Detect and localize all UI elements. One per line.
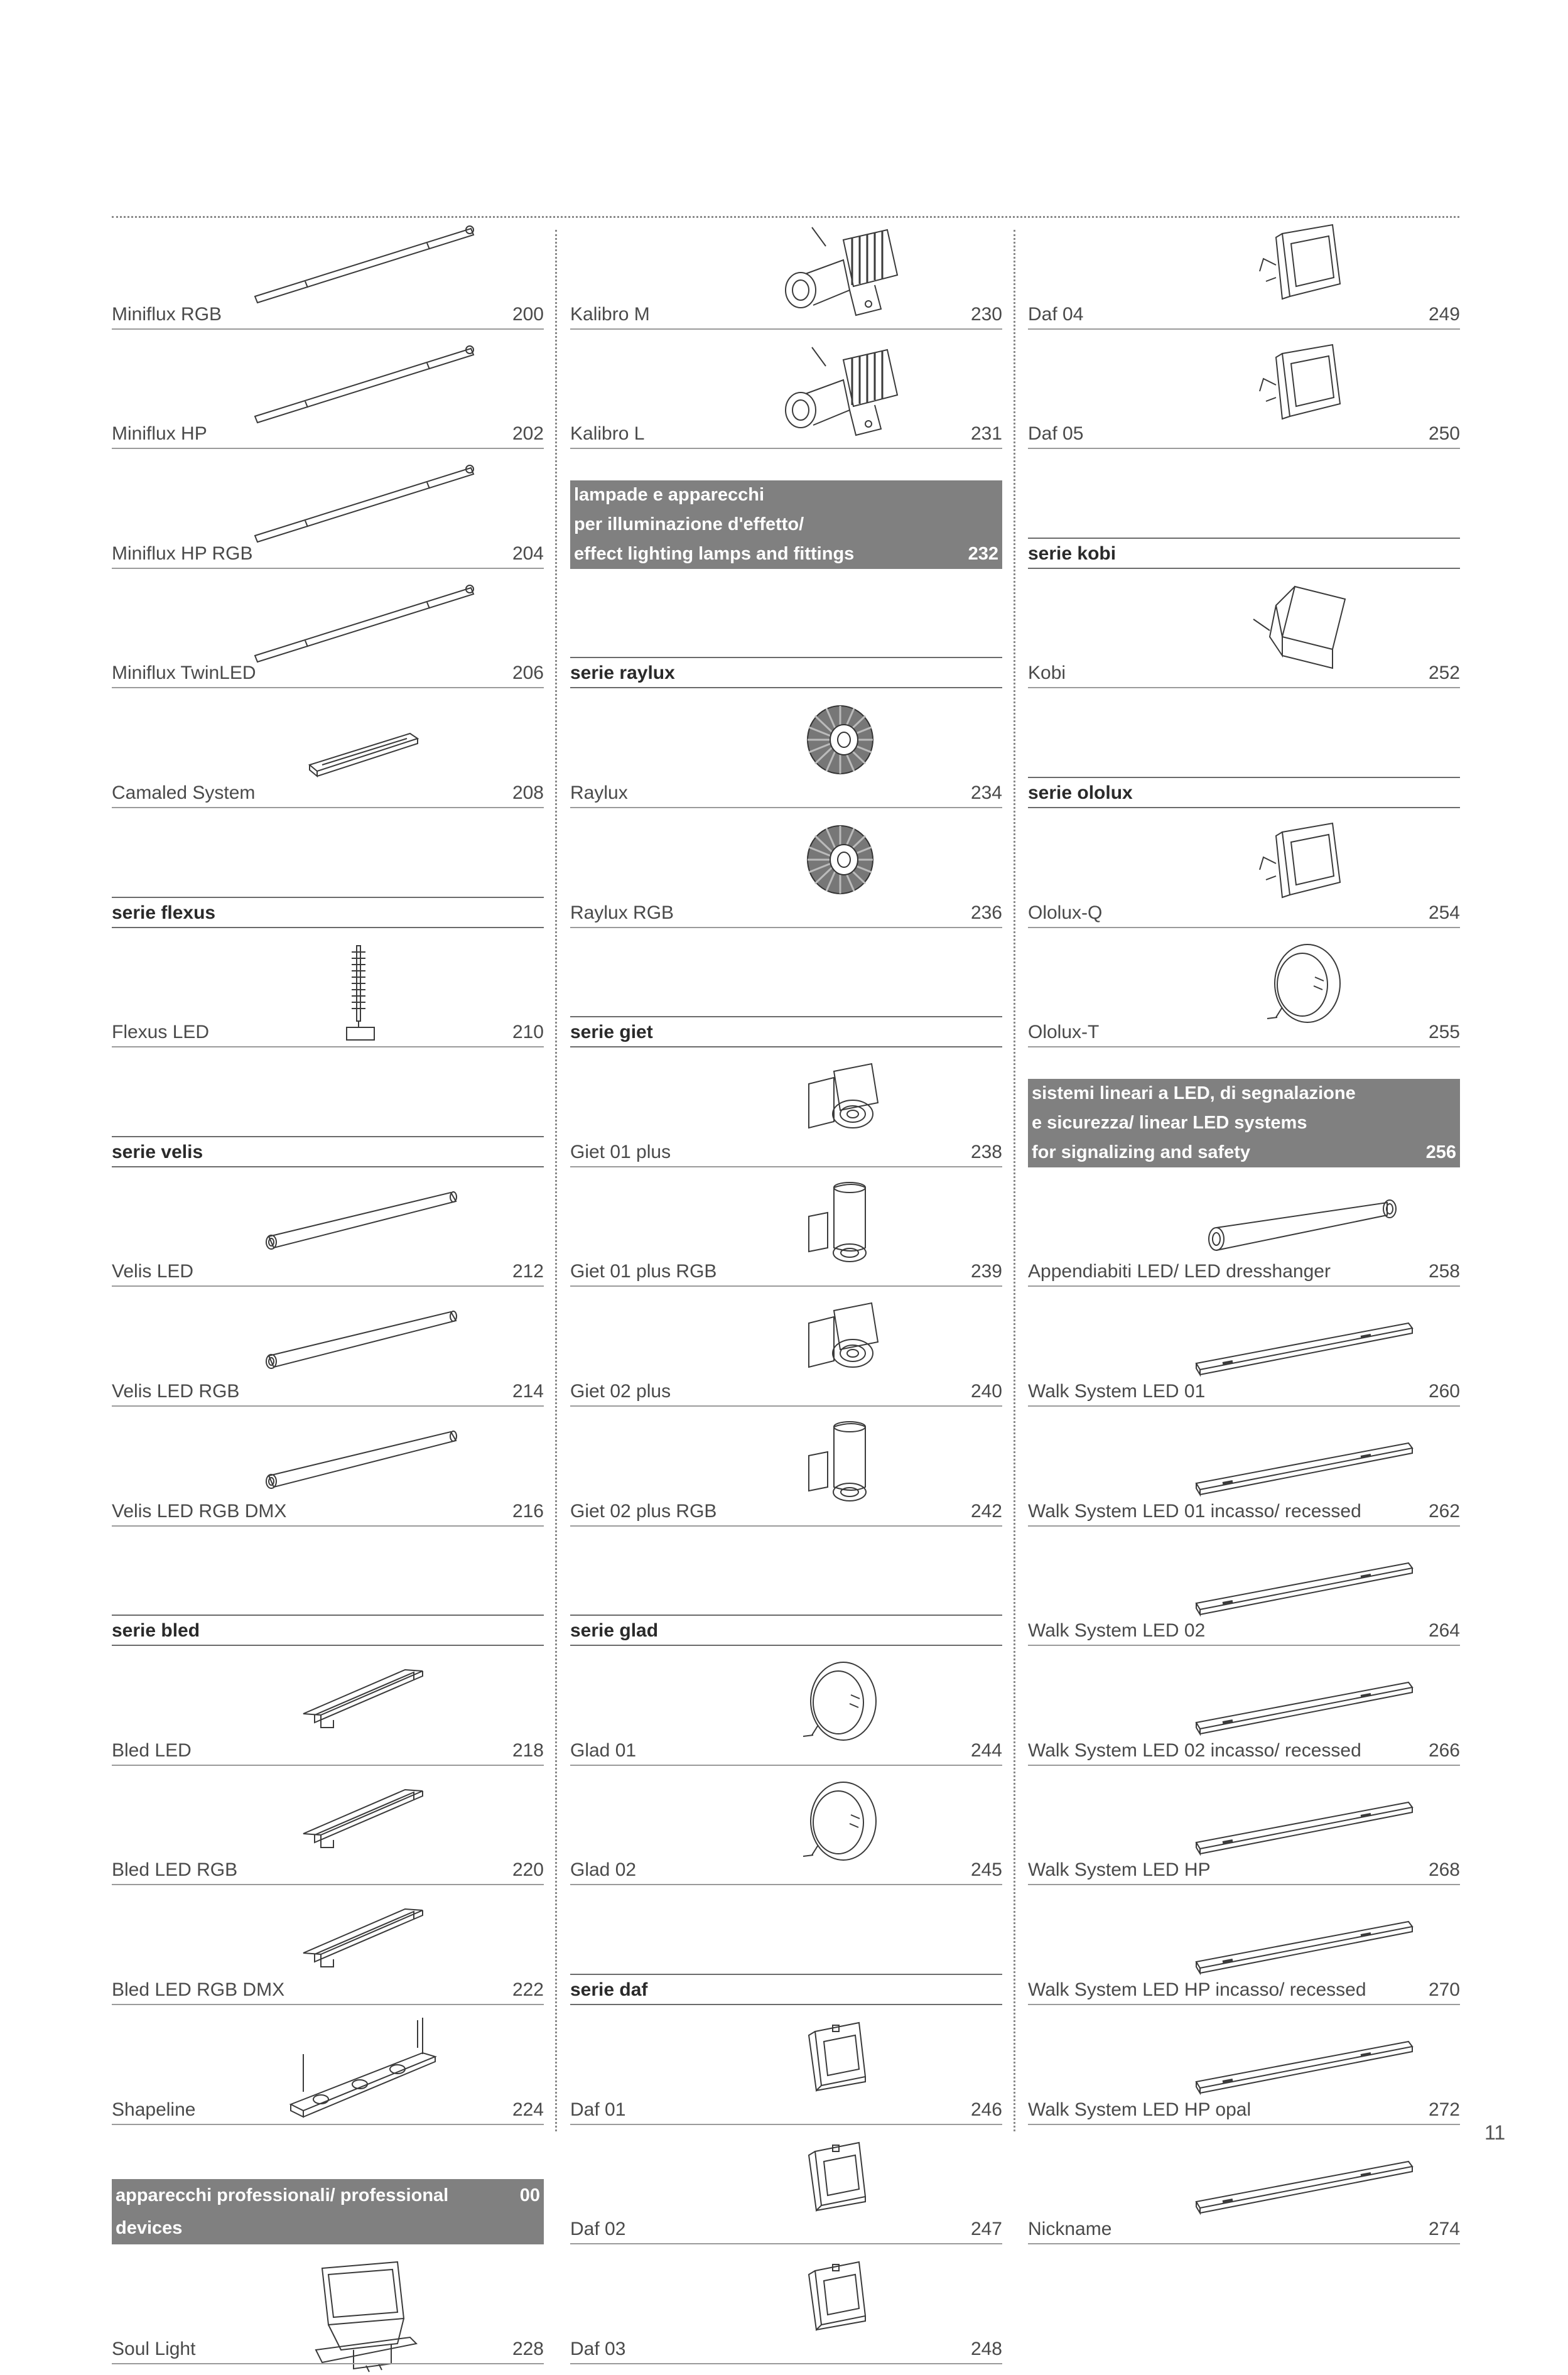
product-row-miniflux-rgb[interactable] — [112, 303, 544, 330]
series-block — [570, 578, 1002, 698]
product-name: Glad 01 — [570, 1739, 637, 1761]
product-row-glad-01[interactable] — [570, 1739, 1002, 1766]
section-title-line: lampade e apparecchi — [574, 484, 765, 505]
top-dotted-rule — [112, 216, 1459, 218]
section-title-line: apparecchi professionali/ professional devices — [116, 2185, 449, 2239]
catalog-entry — [1028, 578, 1460, 698]
catalog-entry — [1028, 2014, 1460, 2134]
led-strip-icon — [250, 460, 476, 542]
wall-tube-spot-icon — [803, 1179, 878, 1273]
catalog-entry — [570, 219, 1002, 338]
walk-profile-icon — [1191, 1918, 1417, 1974]
catalog-column-2 — [570, 219, 1002, 2373]
catalog-entry — [570, 1775, 1002, 1895]
page-reference: 239 — [970, 1261, 1002, 1282]
product-row-camaled-system[interactable] — [112, 782, 544, 808]
product-name: Daf 05 — [1028, 423, 1084, 445]
section-title-row — [116, 2179, 540, 2244]
catalog-entry — [1028, 1655, 1460, 1775]
section-banner[interactable] — [112, 2179, 544, 2244]
heatsink-lamp-icon — [803, 822, 878, 897]
catalog-column-1 — [112, 219, 544, 2373]
section-banner[interactable] — [1028, 1079, 1460, 1167]
product-row-glad-02[interactable] — [570, 1859, 1002, 1885]
product-name: Bled LED RGB — [112, 1859, 238, 1881]
series-heading-serie-raylux[interactable]: serie raylux — [570, 657, 1002, 688]
walk-profile-icon — [1191, 1319, 1417, 1376]
product-row-daf-03[interactable] — [570, 2338, 1002, 2364]
catalog-entry — [112, 1296, 544, 1415]
product-row-walk-system-led-01[interactable] — [1028, 1380, 1460, 1407]
recessed-channel-icon — [297, 1777, 429, 1865]
product-name: Appendiabiti LED/ LED dresshanger — [1028, 1261, 1331, 1282]
series-heading-serie-velis[interactable]: serie velis — [112, 1136, 544, 1167]
product-name: Camaled System — [112, 782, 256, 803]
product-name: Kalibro L — [570, 423, 645, 445]
page-number: 11 — [1484, 2121, 1506, 2144]
page-reference: 234 — [970, 782, 1002, 803]
catalog-entry — [1028, 1775, 1460, 1895]
product-row-ololux-t[interactable] — [1028, 1021, 1460, 1047]
page-reference: 260 — [1428, 1380, 1460, 1402]
tube-icon — [262, 1188, 463, 1257]
product-row-daf-02[interactable] — [570, 2218, 1002, 2244]
wall-spot-icon — [796, 1059, 884, 1140]
recessed-box-icon — [803, 2256, 878, 2344]
product-name: Walk System LED 02 incasso/ recessed — [1028, 1739, 1361, 1761]
product-row-walk-system-led-hp[interactable] — [1028, 1859, 1460, 1885]
series-heading-serie-bled[interactable]: serie bled — [112, 1615, 544, 1646]
page-reference: 255 — [1428, 1022, 1460, 1043]
square-wall-light-icon — [1257, 221, 1351, 309]
product-name: Shapeline — [112, 2099, 196, 2120]
series-block — [112, 1535, 544, 1655]
product-row-kalibro-l[interactable] — [570, 423, 1002, 449]
page-reference: 244 — [970, 1739, 1002, 1761]
product-row-ololux-q[interactable] — [1028, 902, 1460, 928]
page-reference: 250 — [1428, 423, 1460, 445]
catalog-entry — [112, 219, 544, 338]
page-reference: 212 — [512, 1261, 544, 1282]
catalog-entry — [112, 1176, 544, 1296]
catalog-entry — [112, 1655, 544, 1775]
page-reference: 245 — [970, 1859, 1002, 1881]
led-strip-icon — [250, 341, 476, 423]
catalog-column-3 — [1028, 219, 1460, 2253]
product-row-walk-system-led-02[interactable] — [1028, 1620, 1460, 1646]
page-reference: 206 — [512, 663, 544, 684]
catalog-entry — [1028, 937, 1460, 1057]
page-reference: 231 — [970, 423, 1002, 445]
product-row-velis-led[interactable] — [112, 1260, 544, 1287]
square-wall-light-icon — [1257, 341, 1351, 429]
recessed-channel-icon — [297, 1657, 429, 1745]
walk-profile-icon — [1191, 1439, 1417, 1496]
section-page-reference: 232 — [968, 543, 998, 564]
series-block — [1028, 458, 1460, 578]
series-block — [570, 937, 1002, 1057]
product-name: Walk System LED 01 incasso/ recessed — [1028, 1500, 1361, 1522]
recessed-channel-icon — [297, 1896, 429, 1984]
page-reference: 252 — [1428, 663, 1460, 684]
section-block — [1028, 1056, 1460, 1176]
section-title-line: sistemi lineari a LED, di segnalazione — [1032, 1083, 1356, 1103]
page-reference: 262 — [1428, 1500, 1460, 1522]
walk-profile-icon — [1191, 1799, 1417, 1855]
page-reference: 258 — [1428, 1261, 1460, 1282]
product-name: Daf 01 — [570, 2099, 626, 2120]
heatsink-lamp-icon — [803, 702, 878, 777]
series-heading-serie-flexus[interactable]: serie flexus — [112, 897, 544, 928]
catalog-entry — [1028, 1176, 1460, 1296]
profile-bar-icon — [303, 708, 423, 777]
series-block — [112, 1056, 544, 1176]
section-title-row — [574, 539, 998, 569]
product-row-bled-led-rgb[interactable] — [112, 1859, 544, 1885]
product-row-flexus-led[interactable] — [112, 1021, 544, 1047]
page-reference: 274 — [1428, 2219, 1460, 2240]
cube-light-icon — [1251, 580, 1358, 674]
column-separator — [1014, 230, 1015, 2131]
product-row-walk-system-led-01-incasso-recessed[interactable] — [1028, 1500, 1460, 1527]
product-row-appendiabiti-led-led-dresshanger[interactable] — [1028, 1260, 1460, 1287]
product-name: Walk System LED 01 — [1028, 1380, 1206, 1402]
product-row-kobi[interactable] — [1028, 662, 1460, 688]
hanger-rod-icon — [1204, 1194, 1405, 1257]
product-name: Daf 03 — [570, 2338, 626, 2359]
column-separator — [555, 230, 557, 2131]
product-name: Kobi — [1028, 663, 1066, 684]
product-name: Kalibro M — [570, 303, 650, 325]
catalog-entry — [112, 338, 544, 458]
catalog-entry — [112, 1415, 544, 1535]
catalog-entry — [112, 2014, 544, 2134]
product-row-nickname[interactable] — [1028, 2218, 1460, 2244]
product-name: Walk System LED HP opal — [1028, 2099, 1252, 2120]
product-name: Miniflux RGB — [112, 303, 222, 325]
section-title-line: for signalizing and safety — [1032, 1142, 1251, 1162]
section-page-reference: 256 — [1425, 1142, 1456, 1162]
page-reference: 222 — [512, 1979, 544, 2000]
page-reference: 218 — [512, 1739, 544, 1761]
page-reference: 200 — [512, 303, 544, 325]
page-reference: 247 — [970, 2219, 1002, 2240]
catalog-entry — [1028, 219, 1460, 338]
product-row-walk-system-led-hp-opal[interactable] — [1028, 2099, 1460, 2125]
section-title-line: effect lighting lamps and fittings — [574, 543, 855, 564]
product-row-raylux[interactable] — [570, 782, 1002, 808]
product-name: Walk System LED 02 — [1028, 1620, 1206, 1642]
product-row-giet-02-plus-rgb[interactable] — [570, 1500, 1002, 1527]
series-block — [570, 1894, 1002, 2014]
product-row-walk-system-led-hp-incasso-recessed[interactable] — [1028, 1979, 1460, 2005]
product-name: Raylux — [570, 782, 628, 803]
product-name: Miniflux HP — [112, 423, 207, 445]
page-reference: 264 — [1428, 1620, 1460, 1642]
product-name: Bled LED — [112, 1739, 192, 1761]
page-reference: 268 — [1428, 1859, 1460, 1881]
product-row-daf-05[interactable] — [1028, 423, 1460, 449]
round-wall-light-icon — [799, 1657, 881, 1745]
series-heading-serie-glad[interactable]: serie glad — [570, 1615, 1002, 1646]
catalog-entry — [1028, 817, 1460, 937]
section-title-line: per illuminazione d'effetto/ — [574, 514, 804, 534]
section-banner[interactable] — [570, 480, 1002, 569]
tube-icon — [262, 1427, 463, 1496]
catalog-entry — [1028, 1415, 1460, 1535]
catalog-entry — [570, 817, 1002, 937]
product-name: Giet 01 plus RGB — [570, 1261, 717, 1282]
series-block — [570, 1535, 1002, 1655]
page-reference: 208 — [512, 782, 544, 803]
series-block — [1028, 697, 1460, 817]
product-name: Miniflux HP RGB — [112, 543, 253, 564]
page-reference: 270 — [1428, 1979, 1460, 2000]
square-wall-light-icon — [1257, 820, 1351, 907]
product-name: Flexus LED — [112, 1022, 210, 1043]
product-row-giet-01-plus[interactable] — [570, 1141, 1002, 1167]
round-wall-light-icon — [799, 1777, 881, 1865]
product-name: Velis LED — [112, 1261, 194, 1282]
recessed-box-icon — [803, 2016, 878, 2104]
product-row-bled-led-rgb-dmx[interactable] — [112, 1979, 544, 2005]
product-name: Walk System LED HP incasso/ recessed — [1028, 1979, 1366, 2000]
section-block — [570, 458, 1002, 578]
product-name: Velis LED RGB — [112, 1380, 240, 1402]
recessed-box-icon — [803, 2136, 878, 2224]
product-row-giet-02-plus[interactable] — [570, 1380, 1002, 1407]
led-strip-icon — [250, 221, 476, 303]
catalog-entry — [1028, 1535, 1460, 1655]
section-title-row — [1032, 1138, 1456, 1167]
page-reference: 240 — [970, 1380, 1002, 1402]
page-reference: 230 — [970, 303, 1002, 325]
product-row-kalibro-m[interactable] — [570, 303, 1002, 330]
product-name: Giet 02 plus RGB — [570, 1500, 717, 1522]
page-reference: 238 — [970, 1141, 1002, 1162]
catalog-entry — [1028, 2134, 1460, 2254]
page-reference: 224 — [512, 2099, 544, 2120]
catalog-entry — [112, 458, 544, 578]
catalog-entry — [112, 578, 544, 698]
page-reference: 204 — [512, 543, 544, 564]
page-reference: 228 — [512, 2338, 544, 2359]
catalog-entry — [570, 1296, 1002, 1415]
product-name: Daf 04 — [1028, 303, 1084, 325]
product-name: Velis LED RGB DMX — [112, 1500, 287, 1522]
catalog-entry — [112, 1894, 544, 2014]
series-heading-serie-kobi[interactable]: serie kobi — [1028, 538, 1460, 569]
walk-profile-icon — [1191, 2038, 1417, 2094]
catalog-entry — [570, 1056, 1002, 1176]
catalog-entry — [112, 1775, 544, 1895]
product-row-raylux-rgb[interactable] — [570, 902, 1002, 928]
product-name: Ololux-Q — [1028, 902, 1103, 923]
series-heading-serie-ololux[interactable]: serie ololux — [1028, 777, 1460, 808]
page-reference: 220 — [512, 1859, 544, 1881]
product-row-miniflux-twinled[interactable] — [112, 662, 544, 688]
page-reference: 242 — [970, 1500, 1002, 1522]
catalog-entry — [570, 1655, 1002, 1775]
page-reference: 246 — [970, 2099, 1002, 2120]
catalog-entry — [112, 937, 544, 1057]
product-row-shapeline[interactable] — [112, 2099, 544, 2125]
section-page-reference: 00 — [519, 2185, 540, 2206]
walk-profile-icon — [1191, 2158, 1417, 2214]
product-name: Soul Light — [112, 2338, 196, 2359]
catalog-entry — [1028, 338, 1460, 458]
catalog-entry — [1028, 1296, 1460, 1415]
product-row-giet-01-plus-rgb[interactable] — [570, 1260, 1002, 1287]
catalog-entry — [112, 697, 544, 817]
page-reference: 202 — [512, 423, 544, 445]
series-heading-serie-daf[interactable]: serie daf — [570, 1974, 1002, 2005]
page-reference: 249 — [1428, 303, 1460, 325]
catalog-entry — [570, 697, 1002, 817]
catalog-entry — [1028, 1894, 1460, 2014]
page-reference: 266 — [1428, 1739, 1460, 1761]
product-row-daf-04[interactable] — [1028, 303, 1460, 330]
walk-profile-icon — [1191, 1679, 1417, 1735]
catalog-entry — [570, 2014, 1002, 2134]
section-title-line: e sicurezza/ linear LED systems — [1032, 1112, 1307, 1133]
product-row-walk-system-led-02-incasso-recessed[interactable] — [1028, 1739, 1460, 1766]
series-heading-serie-giet[interactable]: serie giet — [570, 1016, 1002, 1047]
page-reference: 214 — [512, 1380, 544, 1402]
wall-spot-icon — [796, 1298, 884, 1380]
section-block — [112, 2134, 544, 2254]
led-strip-icon — [250, 580, 476, 662]
product-name: Nickname — [1028, 2219, 1112, 2240]
round-wall-light-icon — [1263, 939, 1345, 1027]
series-block — [112, 817, 544, 937]
catalog-entry — [570, 2134, 1002, 2254]
product-name: Giet 01 plus — [570, 1141, 671, 1162]
page-reference: 210 — [512, 1022, 544, 1043]
product-name: Walk System LED HP — [1028, 1859, 1211, 1881]
catalog-entry — [570, 338, 1002, 458]
page-reference: 248 — [970, 2338, 1002, 2359]
product-name: Miniflux TwinLED — [112, 663, 256, 684]
page-reference: 254 — [1428, 902, 1460, 923]
product-name: Raylux RGB — [570, 902, 674, 923]
catalog-entry — [570, 1415, 1002, 1535]
product-name: Glad 02 — [570, 1859, 637, 1881]
product-row-velis-led-rgb[interactable] — [112, 1380, 544, 1407]
product-name: Daf 02 — [570, 2219, 626, 2240]
tube-icon — [262, 1307, 463, 1376]
product-name: Ololux-T — [1028, 1022, 1100, 1043]
page-reference: 216 — [512, 1500, 544, 1522]
product-row-soul-light[interactable] — [112, 2338, 544, 2364]
product-row-daf-01[interactable] — [570, 2099, 1002, 2125]
product-row-miniflux-hp-rgb[interactable] — [112, 543, 544, 569]
catalog-entry — [112, 2253, 544, 2373]
walk-profile-icon — [1191, 1559, 1417, 1616]
product-row-velis-led-rgb-dmx[interactable] — [112, 1500, 544, 1527]
product-row-miniflux-hp[interactable] — [112, 423, 544, 449]
page-reference: 236 — [970, 902, 1002, 923]
product-name: Bled LED RGB DMX — [112, 1979, 285, 2000]
wall-tube-spot-icon — [803, 1418, 878, 1512]
catalog-entry — [570, 2253, 1002, 2373]
page-reference: 272 — [1428, 2099, 1460, 2120]
product-name: Giet 02 plus — [570, 1380, 671, 1402]
catalog-entry — [570, 1176, 1002, 1296]
product-row-bled-led[interactable] — [112, 1739, 544, 1766]
